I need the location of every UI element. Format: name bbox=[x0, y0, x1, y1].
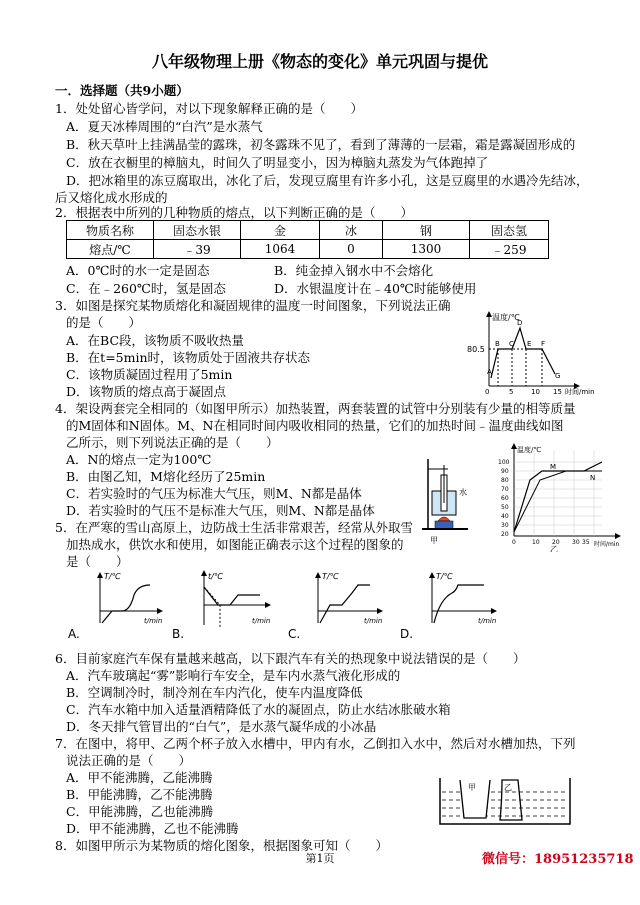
q3-option-a: A．在BC段，该物质不吸收热量 bbox=[66, 333, 245, 348]
q7-water-tank-figure bbox=[432, 770, 582, 832]
q4-heating-apparatus bbox=[418, 455, 480, 547]
q8-stem: 8．如图甲所示为某物质的熔化图象，根据图象可知（ ） bbox=[55, 838, 388, 853]
table-cell: ﹣39 bbox=[154, 240, 241, 259]
q4-stem: 4．架设两套完全相同的（如图甲所示）加热装置，两套装置的试管中分别装有少量的相等质量 bbox=[55, 401, 576, 416]
table-cell: 钢 bbox=[383, 221, 470, 240]
q7-stem: 7．在图中，将甲、乙两个杯子放入水槽中，甲内有水，乙倒扣入水中，然后对水槽加热，下列 bbox=[55, 736, 576, 751]
q5-label-a: A. bbox=[68, 627, 80, 641]
q5-c-ylabel: T/℃ bbox=[322, 572, 339, 581]
q5-c-xlabel: t/min bbox=[364, 617, 383, 625]
q5-graph-c bbox=[315, 572, 383, 625]
q4-stem-cont2: 乙所示，则下列说法正确的是（ ） bbox=[66, 435, 279, 450]
q2-stem: 2．根据表中所列的几种物质的熔点，以下判断正确的是（ ） bbox=[55, 205, 413, 220]
q5-graph-a bbox=[97, 572, 163, 625]
q4-ylabel: 温度/℃ bbox=[517, 446, 542, 454]
q5-label-d: D. bbox=[400, 627, 414, 641]
q5-stem-cont2: 是（ ） bbox=[66, 554, 129, 569]
q6-option-d: D．冬天排气管冒出的“白气”，是水蒸气凝华成的小冰晶 bbox=[66, 719, 377, 734]
q3-point-a: A bbox=[487, 368, 492, 376]
q4-ytick: 40 bbox=[501, 513, 509, 520]
page-number: 第1页 bbox=[305, 852, 335, 865]
table-cell: 1300 bbox=[383, 240, 470, 259]
q3-point-d: D bbox=[517, 319, 523, 327]
q5-stem-cont: 加热成水，供饮水和使用，如图能正确表示这个过程的图象的 bbox=[66, 537, 404, 552]
q4-ytick: 60 bbox=[501, 495, 509, 502]
q2-option-b: B．纯金掉入钢水中不会熔化 bbox=[274, 263, 434, 278]
q3-stem-cont: 的是（ ） bbox=[66, 315, 142, 330]
q3-xtick: 5 bbox=[509, 388, 514, 396]
q3-option-c: C．该物质凝固过程用了5min bbox=[66, 367, 233, 382]
q4-curve-m-label: M bbox=[550, 463, 557, 471]
q5-graph-d bbox=[429, 572, 497, 625]
q3-ytick: 80.5 bbox=[467, 345, 485, 354]
q4-ytick: 80 bbox=[501, 477, 509, 484]
q4-option-a: A．N的熔点一定为100℃ bbox=[66, 452, 212, 467]
q5-label-c: C. bbox=[288, 627, 301, 641]
q3-ylabel: 温度/℃ bbox=[492, 313, 520, 322]
q5-d-ylabel: T/℃ bbox=[436, 572, 453, 581]
table-cell: 金 bbox=[241, 221, 320, 240]
q4-fig-jia-label: 甲 bbox=[430, 536, 438, 545]
q2-option-d: D．水银温度计在﹣40℃时能够使用 bbox=[274, 281, 477, 296]
q4-curve-n-label: N bbox=[590, 474, 596, 482]
q3-option-b: B．在t=5min时，该物质处于固液共存状态 bbox=[66, 350, 311, 365]
q6-option-a: A．汽车玻璃起“雾”影响行车安全，是车内水蒸气液化形成的 bbox=[66, 668, 401, 683]
q7-option-b: B．甲能沸腾，乙不能沸腾 bbox=[66, 787, 213, 802]
table-header-row bbox=[67, 221, 549, 240]
table-cell: 固态氢 bbox=[470, 221, 549, 240]
wechat-id: 微信号：18951235718 bbox=[482, 852, 634, 867]
q4-ytick: 50 bbox=[501, 504, 509, 511]
q7-option-c: C．甲能沸腾，乙也能沸腾 bbox=[66, 804, 214, 819]
q4-option-c: C．若实验时的气压为标准大气压，则M、N都是晶体 bbox=[66, 486, 362, 501]
q3-xtick: 0 bbox=[485, 388, 490, 396]
q5-label-b: B. bbox=[172, 627, 185, 641]
q4-fig-yi-label: 乙 bbox=[550, 545, 558, 552]
q5-d-xlabel: t/min bbox=[478, 617, 497, 625]
q2-option-c: C．在﹣260℃时，氢是固态 bbox=[66, 281, 226, 296]
q3-point-c: C bbox=[509, 340, 514, 348]
q4-option-d: D．若实验时的气压不是标准大气压，则M、N都是晶体 bbox=[66, 503, 375, 518]
melting-point-table bbox=[66, 220, 549, 259]
page-title: 八年级物理上册《物态的变化》单元巩固与提优 bbox=[151, 52, 488, 71]
q5-b-ylabel: t/℃ bbox=[208, 572, 223, 581]
q3-temperature-graph bbox=[465, 308, 625, 396]
q1-stem: 1．处处留心皆学问，对以下现象解释正确的是（ ） bbox=[55, 101, 363, 116]
q4-xlabel: 时间/min bbox=[594, 541, 620, 548]
q3-point-f: F bbox=[541, 340, 546, 348]
q7-cup-jia-label: 甲 bbox=[468, 783, 476, 792]
q7-cup-yi-label: 乙 bbox=[504, 783, 512, 792]
q4-xtick: 30 bbox=[572, 539, 580, 546]
table-row bbox=[67, 240, 549, 259]
q6-option-c: C．汽车水箱中加入适量酒精降低了水的凝固点，防止水结冰胀破水箱 bbox=[66, 702, 451, 717]
q7-option-a: A．甲不能沸腾，乙能沸腾 bbox=[66, 770, 213, 785]
q7-option-d: D．甲不能沸腾，乙也不能沸腾 bbox=[66, 821, 239, 836]
q4-xtick: 20 bbox=[552, 539, 560, 546]
q4-water-label: 水 bbox=[459, 488, 467, 497]
table-cell: 0 bbox=[320, 240, 383, 259]
q3-point-e: E bbox=[527, 340, 532, 348]
q4-xtick: 35 bbox=[582, 539, 590, 546]
q3-stem: 3．如图是探究某物质熔化和凝固规律的温度一时间图象，下列说法正确 bbox=[55, 298, 451, 313]
q4-ytick: 30 bbox=[501, 522, 509, 529]
q3-option-d: D．该物质的熔点高于凝固点 bbox=[66, 384, 227, 399]
q3-xlabel: 时间/min bbox=[565, 388, 595, 396]
q6-stem: 6．目前家庭汽车保有量越来越高，以下跟汽车有关的热现象中说法错误的是（ ） bbox=[55, 651, 526, 666]
q6-option-b: B．空调制冷时，制冷剂在车内汽化，使车内温度降低 bbox=[66, 685, 363, 700]
q1-option-d: D．把冰箱里的冻豆腐取出，冰化了后，发现豆腐里有许多小孔，这是豆腐里的水遇冷先结冰， bbox=[66, 173, 589, 188]
q4-option-b: B．由图乙知，M熔化经历了25min bbox=[66, 469, 266, 484]
q3-xtick: 15 bbox=[553, 388, 562, 396]
q5-graph-options bbox=[60, 565, 590, 647]
q4-stem-cont: 的M固体和N固体。M、N在相同时间内吸收相同的热量，它们的加热时间﹣温度曲线如图 bbox=[66, 418, 564, 433]
q2-option-a: A．0℃时的水一定是固态 bbox=[66, 263, 210, 278]
q4-ytick: 20 bbox=[501, 531, 509, 538]
q5-b-xlabel: t/min bbox=[252, 617, 271, 625]
q4-xtick: 10 bbox=[532, 539, 540, 546]
table-cell: 物质名称 bbox=[67, 221, 154, 240]
q5-stem: 5．在严寒的雪山高原上，边防战士生活非常艰苦，经常从外取雪 bbox=[55, 520, 413, 535]
table-cell: 1064 bbox=[241, 240, 320, 259]
q4-ytick: 90 bbox=[501, 468, 509, 475]
section-heading: 一．选择题（共9小题） bbox=[55, 83, 189, 98]
q1-option-a: A．夏天冰棒周围的“白汽”是水蒸气 bbox=[66, 119, 263, 134]
q5-graph-b bbox=[201, 570, 271, 627]
table-cell: 熔点/℃ bbox=[67, 240, 154, 259]
table-cell: 固态水银 bbox=[154, 221, 241, 240]
q7-stem-cont: 说法正确的是（ ） bbox=[66, 753, 192, 768]
q1-option-c: C．放在衣橱里的樟脑丸，时间久了明显变小，因为樟脑丸蒸发为气体跑掉了 bbox=[66, 155, 489, 170]
q3-point-g: G bbox=[555, 372, 561, 380]
table-cell: ﹣259 bbox=[470, 240, 549, 259]
q3-xtick: 10 bbox=[531, 388, 540, 396]
q4-ytick: 100 bbox=[498, 459, 510, 466]
q1-option-d-cont: 后又熔化成水形成的 bbox=[55, 190, 168, 205]
q4-xtick: 0 bbox=[512, 539, 516, 546]
q1-option-b: B．秋天草叶上挂满晶莹的露珠，初冬露珠不见了，看到了薄薄的一层霜，霜是露凝固形成的 bbox=[66, 137, 576, 152]
q5-a-xlabel: t/min bbox=[144, 617, 163, 625]
q3-point-b: B bbox=[495, 340, 500, 348]
q4-ytick: 70 bbox=[501, 486, 509, 493]
table-cell: 冰 bbox=[320, 221, 383, 240]
q4-temperature-graph bbox=[490, 440, 632, 552]
q5-a-ylabel: T/℃ bbox=[104, 572, 121, 581]
